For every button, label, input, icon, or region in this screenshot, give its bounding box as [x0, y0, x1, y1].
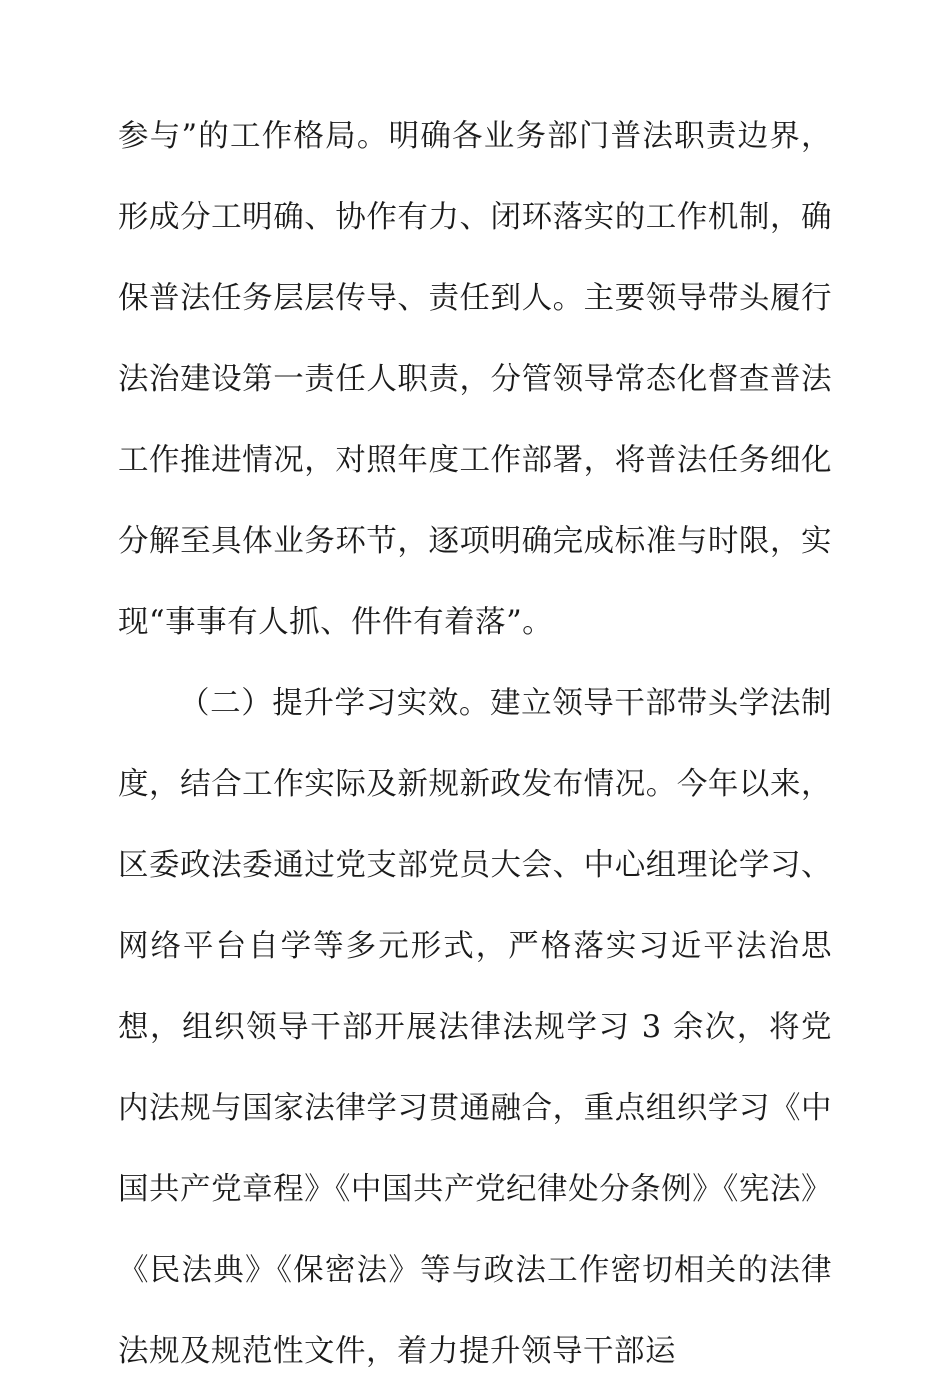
paragraph-section-two: （二）提升学习实效。建立领导干部带头学法制度，结合工作实际及新规新政发布情况。今年以来，区委政法委通过党支部党员大会、中心组理论学习、网络平台自学等多元形式，严格落实习近平法治思想，组织领导干部开展法律法规学习 3 余次，将党内法规与国家法律学习贯通融合，重点组织学习《中国共产党章程》《中国共产党纪律处分条例》《宪法》《民法典》《保密法》等与政法工作密切相关的法律法规及规范性文件，着力提升领导干部运 — [118, 686, 832, 1369]
paragraph-continued: 参与”的工作格局。明确各业务部门普法职责边界，形成分工明确、协作有力、闭环落实的工作机制，确保普法任务层层传导、责任到人。主要领导带头履行法治建设第一责任人职责，分管领导常态化督查普法工作推进情况，对照年度工作部署，将普法任务细化分解至具体业务环节，逐项明确完成标准与时限，实现“事事有人抓、件件有着落”。 — [118, 119, 832, 640]
document-body — [118, 96, 832, 1392]
